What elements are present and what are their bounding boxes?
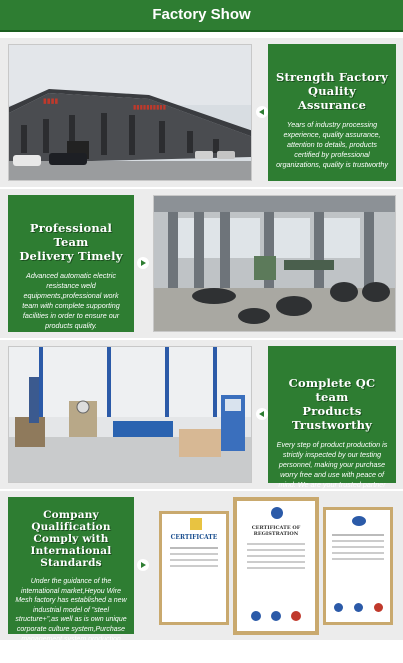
- heading-line: Company Qualification: [31, 509, 111, 533]
- factory-exterior-photo: [8, 44, 252, 181]
- panel-heading: [276, 70, 388, 112]
- seal-icon: [352, 516, 366, 526]
- seal-icon: [271, 507, 283, 519]
- seal-icon: [190, 518, 202, 530]
- heading-line: Quality Assurance: [297, 84, 367, 112]
- panel-heading: [16, 221, 126, 263]
- heading-line: Professional Team: [29, 221, 113, 249]
- section-strength-factory: [0, 38, 403, 187]
- panel-text: Under the guidance of the international market,Heyou Wire Mesh factory has established a new industrial model of "steel structure+",as well as is own unique corporate culture system,Purchase management system,production management system,detection system: [15, 578, 127, 662]
- certificate-title: CERTIFICATE: [170, 534, 218, 541]
- panel-text: Advanced automatic electric resistance weld equipments,professional work team with complete supporting facilities in order to ensure our products quality.: [22, 271, 120, 330]
- arrow-right-icon: [137, 257, 149, 269]
- section-company-qualification: [0, 491, 403, 662]
- qc-team-panel: [268, 346, 396, 489]
- heading-line: Comply with: [33, 533, 109, 545]
- laboratory-photo: [8, 346, 252, 483]
- panel-text: Every step of product production is strictly inspected by our testing personnel, making your purchase worry free and use with peace of mind. We are your trusted partner: [276, 440, 388, 489]
- company-qualification-panel: [8, 497, 134, 662]
- section-qc-team: [0, 340, 403, 489]
- heading-line: International Standards: [30, 545, 112, 569]
- certificate-title: CERTIFICATE OF REGISTRATION: [251, 525, 301, 537]
- professional-team-panel: [8, 195, 134, 332]
- panel-text: Years of industry processing experience, quality assurance, attention to details, products certified by professional organizations, quality is trustworthy: [276, 120, 388, 169]
- strength-factory-panel: [268, 44, 396, 181]
- svg-text:▮▮▮▮: ▮▮▮▮: [43, 97, 59, 105]
- arrow-left-icon: [256, 106, 268, 118]
- svg-text:▮▮▮▮▮▮▮▮▮▮: ▮▮▮▮▮▮▮▮▮▮: [133, 104, 167, 111]
- certificate-frame: [159, 511, 229, 625]
- heading-line: Strength Factory: [276, 70, 388, 84]
- heading-line: Products Trustworthy: [291, 404, 373, 432]
- heading-line: Complete QC team: [288, 376, 376, 404]
- panel-heading: [14, 509, 128, 569]
- arrow-left-icon: [256, 408, 268, 420]
- panel-heading: [276, 376, 388, 432]
- page-title: Factory Show: [152, 6, 251, 23]
- certificates-display: [153, 493, 396, 638]
- page-header: [0, 0, 403, 32]
- section-professional-team: [0, 189, 403, 338]
- workshop-photo: [153, 195, 396, 332]
- heading-line: Delivery Timely: [19, 249, 123, 263]
- arrow-right-icon: [137, 559, 149, 571]
- certificate-frame: [233, 497, 319, 635]
- certificate-frame: [323, 507, 393, 625]
